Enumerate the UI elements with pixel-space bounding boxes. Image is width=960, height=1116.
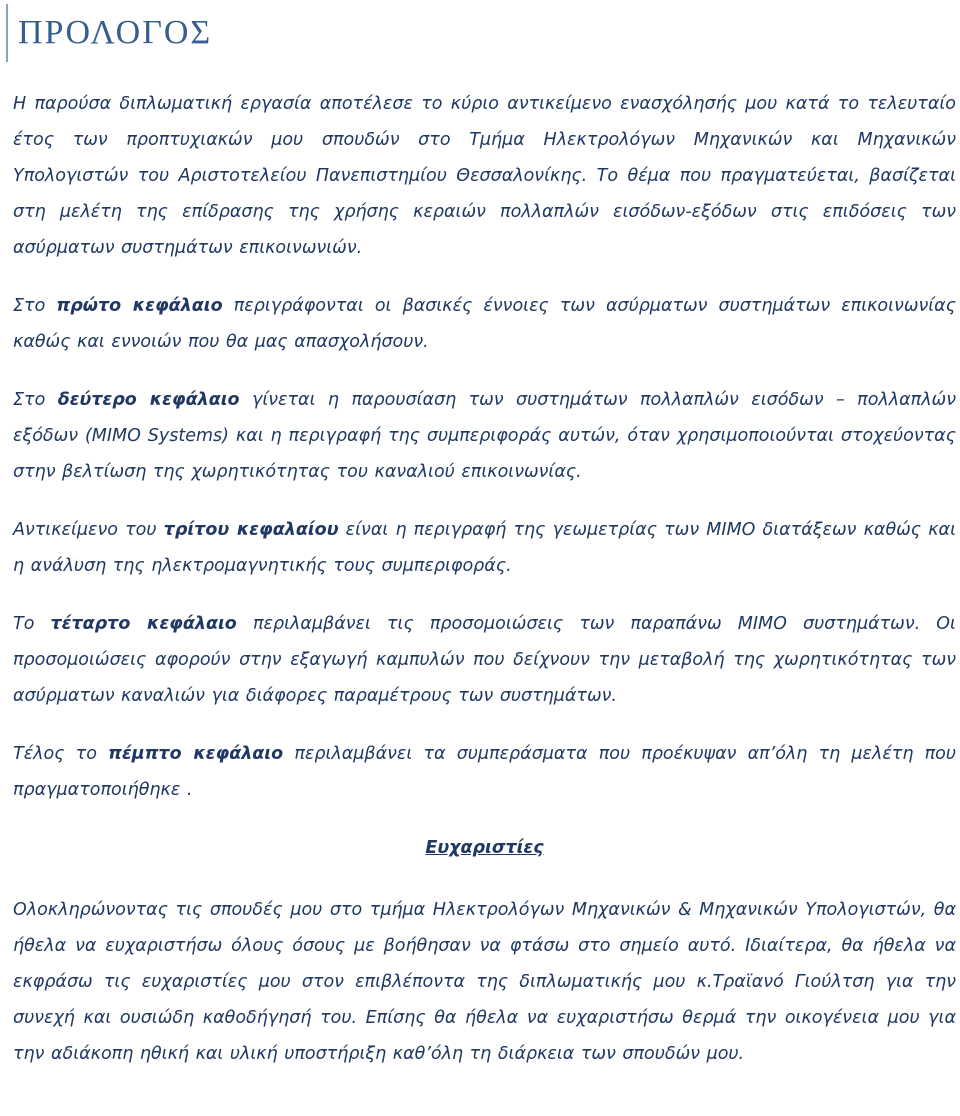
intro-paragraph: Η παρούσα διπλωματική εργασία αποτέλεσε το κύριο αντικείμενο ενασχόλησής μου κατά το τελευταίο έτος των προπτυχιακών μου σπουδών στο Τμήμα Ηλεκτρολόγων Μηχανικών και Μηχανικών Υπολογιστών του Αριστοτελείου Πανεπιστημίου Θεσσαλονίκης. Το θέμα που πραγματεύεται, βασίζεται στη μελέτη της επίδρασης της χρήσης κεραιών πολλαπλών εισόδων-εξόδων στις επιδόσεις των ασύρματων συστημάτων επικοινωνιών. [13,94,956,258]
chapter-3-paragraph: Αντικείμενο του τρίτου κεφαλαίου είναι η περιγραφή της γεωμετρίας των MIMO διατάξεων καθώς και η ανάλυση της ηλεκτρομαγνητικής τους συμπεριφοράς. [13,520,957,576]
page-title: ΠΡΟΛΟΓΟΣ [18,14,213,51]
document-body [13,86,956,1094]
chapter-5-label: πέμπτο κεφάλαιο [108,744,284,764]
chapter-1-paragraph: Στο πρώτο κεφάλαιο περιγράφονται οι βασικές έννοιες των ασύρματων συστημάτων επικοινωνίας καθώς και εννοιών που θα μας απασχολήσουν. [13,296,956,352]
chapter-3-label: τρίτου κεφαλαίου [163,520,339,540]
heading-block [6,4,246,62]
chapter-4-label: τέταρτο κεφάλαιο [50,614,237,634]
acknowledgements-title: Ευχαριστίες [425,838,544,858]
chapter-2-label: δεύτερο κεφάλαιο [57,390,240,410]
chapter-1-label: πρώτο κεφάλαιο [56,296,223,316]
chapter-5-paragraph: Τέλος το πέμπτο κεφάλαιο περιλαμβάνει τα συμπεράσματα που προέκυψαν απ’όλη τη μελέτη που πραγματοποιήθηκε . [13,744,956,800]
chapter-4-paragraph: Το τέταρτο κεφάλαιο περιλαμβάνει τις προσομοιώσεις των παραπάνω MIMO συστημάτων. Οι προσομοιώσεις αφορούν στην εξαγωγή καμπυλών που δείχνουν την μεταβολή της χωρητικότητας των ασύρματων καναλιών για διάφορες παραμέτρους των συστημάτων. [13,614,956,706]
chapter-2-paragraph: Στο δεύτερο κεφάλαιο γίνεται η παρουσίαση των συστημάτων πολλαπλών εισόδων – πολλαπλών εξόδων (MIMO Systems) και η περιγραφή της συμπεριφοράς αυτών, όταν χρησιμοποιούνται στοχεύοντας στην βελτίωση της χωρητικότητας του καναλιού επικοινωνίας. [13,390,956,482]
acknowledgements-paragraph: Ολοκληρώνοντας τις σπουδές μου στο τμήμα Ηλεκτρολόγων Μηχανικών & Μηχανικών Υπολογιστών, θα ήθελα να ευχαριστήσω όλους όσους με βοήθησαν να φτάσω στο σημείο αυτό. Ιδιαίτερα, θα ήθελα να εκφράσω τις ευχαριστίες μου στον επιβλέποντα της διπλωματικής μου κ.Τραϊανό Γιούλτση για την συνεχή και ουσιώδη καθοδήγησή του. Επίσης θα ήθελα να ευχαριστήσω θερμά την οικογένεια μου για την αδιάκοπη ηθική και υλική υποστήριξη καθ’όλη τη διάρκεια των σπουδών μου. [13,900,956,1064]
